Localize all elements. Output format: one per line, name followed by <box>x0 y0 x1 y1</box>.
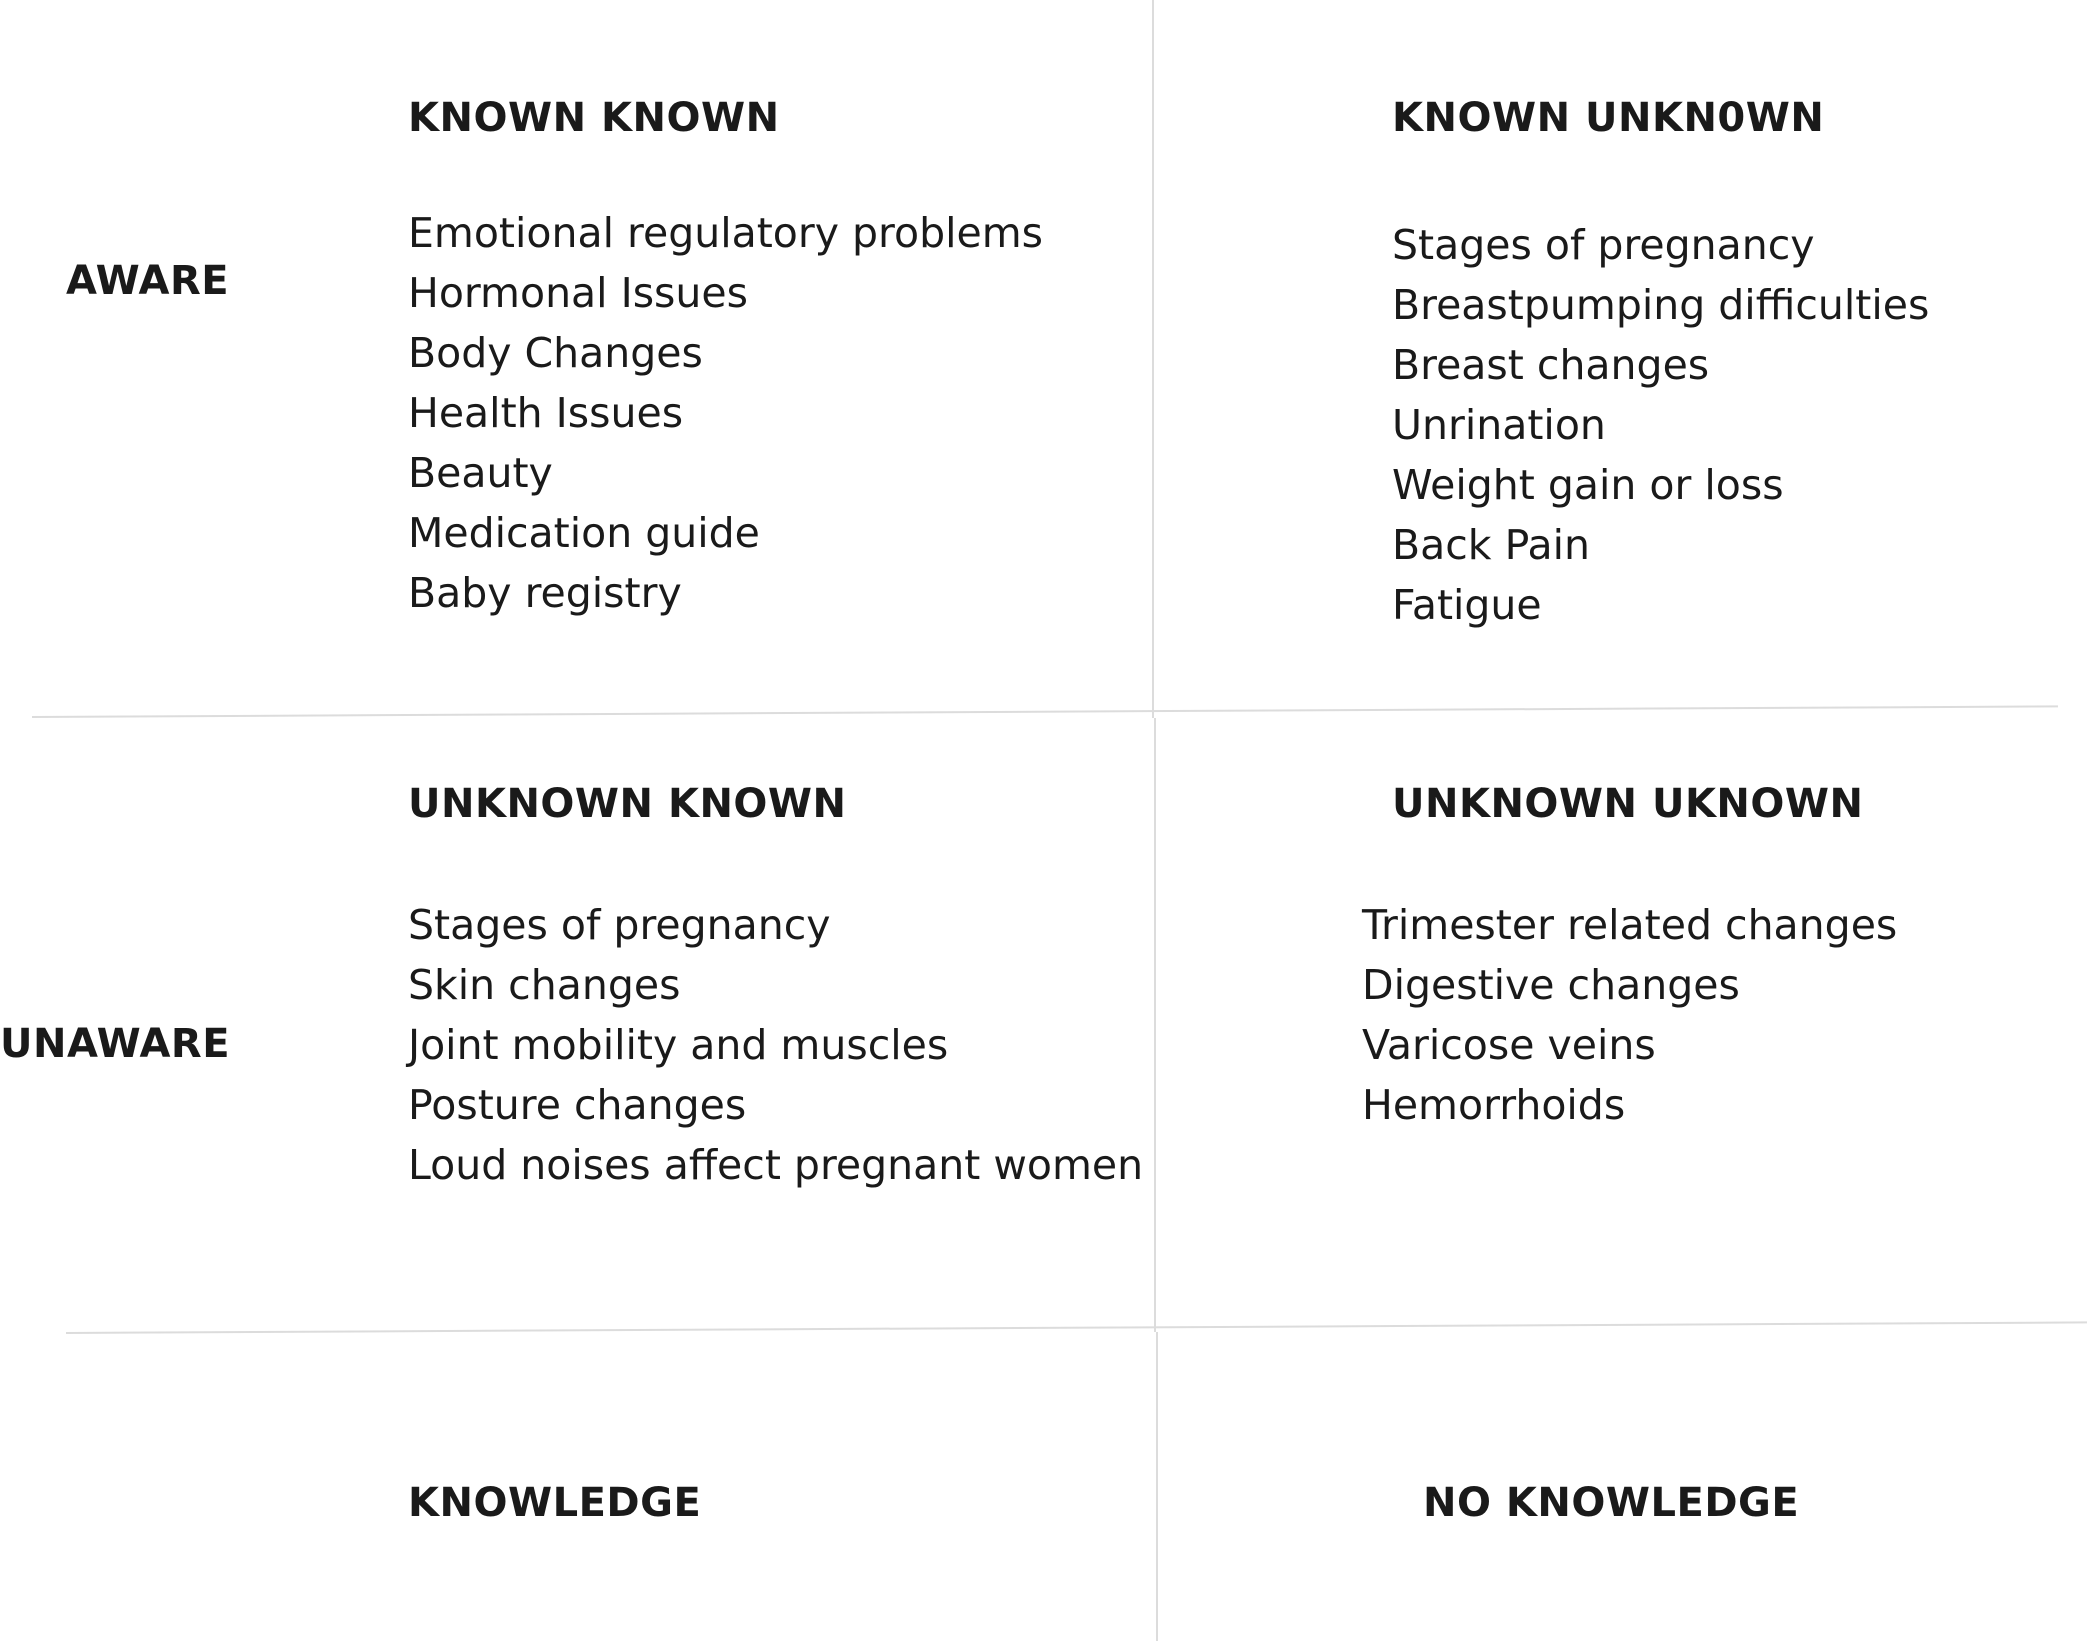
list-item: Unrination <box>1392 401 1606 449</box>
list-item: Health Issues <box>408 389 684 437</box>
horizontal-divider-upper <box>32 705 2058 718</box>
quadrant-list-known-known <box>408 203 1043 623</box>
list-item: Digestive changes <box>1362 961 1740 1009</box>
list-item: Posture changes <box>408 1081 747 1129</box>
list-item: Weight gain or loss <box>1392 461 1784 509</box>
list-item: Beauty <box>408 449 553 497</box>
quadrant-title-known-unknown: KNOWN UNKN0WN <box>1392 95 1825 141</box>
quadrant-title-known-known: KNOWN KNOWN <box>408 95 780 141</box>
list-item: Stages of pregnancy <box>408 901 831 949</box>
quadrant-title-unknown-unknown: UNKNOWN UKNOWN <box>1392 781 1864 827</box>
list-item: Breastpumping difficulties <box>1392 281 1930 329</box>
list-item: Stages of pregnancy <box>1392 221 1815 269</box>
vertical-divider-middle <box>1154 718 1156 1332</box>
list-item: Breast changes <box>1392 341 1710 389</box>
list-item: Medication guide <box>408 509 760 557</box>
row-label-unaware: UNAWARE <box>0 1021 231 1067</box>
list-item: Back Pain <box>1392 521 1590 569</box>
list-item: Varicose veins <box>1362 1021 1656 1069</box>
list-item: Fatigue <box>1392 581 1542 629</box>
list-item: Baby registry <box>408 569 682 617</box>
quadrant-list-unknown-unknown <box>1362 895 1897 1135</box>
list-item: Trimester related changes <box>1362 901 1898 949</box>
list-item: Joint mobility and muscles <box>408 1021 949 1069</box>
list-item: Hemorrhoids <box>1362 1081 1626 1129</box>
list-item: Emotional regulatory problems <box>408 209 1044 257</box>
quadrant-list-unknown-known <box>408 895 1143 1195</box>
horizontal-divider-lower <box>66 1321 2087 1334</box>
list-item: Loud noises affect pregnant women <box>408 1141 1144 1189</box>
quadrant-list-known-unknown <box>1392 215 1929 635</box>
row-label-aware: AWARE <box>66 258 230 304</box>
list-item: Skin changes <box>408 961 681 1009</box>
list-item: Hormonal Issues <box>408 269 748 317</box>
column-label-no-knowledge: NO KNOWLEDGE <box>1423 1480 1800 1526</box>
vertical-divider-bottom <box>1156 1332 1158 1641</box>
list-item: Body Changes <box>408 329 703 377</box>
quadrant-title-unknown-known: UNKNOWN KNOWN <box>408 781 847 827</box>
vertical-divider-top <box>1152 0 1154 718</box>
column-label-knowledge: KNOWLEDGE <box>408 1480 702 1526</box>
